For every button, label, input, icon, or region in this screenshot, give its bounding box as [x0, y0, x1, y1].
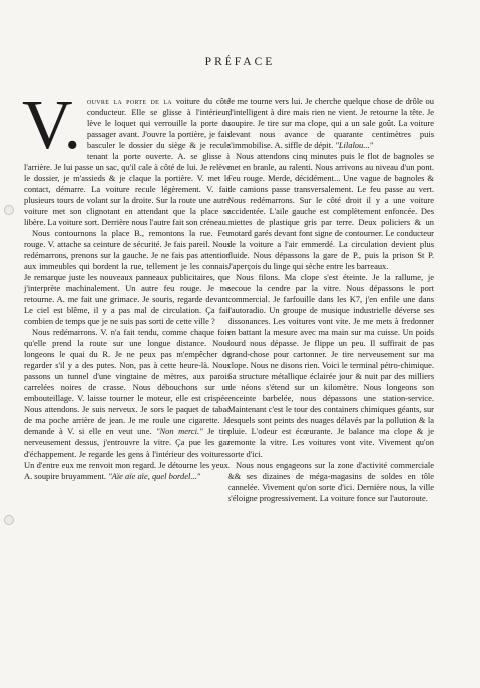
dialogue-quote: "Non merci.": [155, 426, 203, 437]
right-column: [228, 96, 434, 504]
paragraph: Nous nous engageons sur la zone d'activité commerciale && ses dizaines de méga-magasins de soldes en tôle cannelée. Vivement qu'on sorte d'ici. Dernière nous, la ville s'éloigne progressivement. La voiture fonce sur l'autoroute.: [228, 459, 434, 503]
binder-hole: [4, 515, 14, 525]
paragraph-text: Nous redémarrons. V. n'a fait tendu, comme chaque fois qu'elle prend la route sur une longue distance. Nous longeons le quai du R. Je ne peux pas m'empêcher de regarder s'il y a des putes. Non, pas à cette heure-là. Nous passons un tunnel d'une vingtaine de mètres, aux parois carrelées noires de crasse. Nous débouchons sur un embouteillage. V. laisse tourner le moteur, elle est crispée. Nous attendons. Je suis nerveux. Je sors le paquet de tabac de ma poche arrière de jean. Je me roule une cigarette. Je demande à V. si elle en veut une.: [24, 327, 230, 437]
paragraph-text: Je me tourne vers lui. Je cherche quelque chose de drôle ou d'intelligent à dire mais rien ne vient. Je retourne la tête. Je soupire. Je tire sur ma clope, qui a un sale goût. La voiture devant nous avance de quarante centimètres puis s'immobilise. A. siffle de dépit.: [228, 96, 434, 151]
dialogue-quote: "Lilalou...": [335, 140, 374, 151]
page-title: PRÉFACE: [204, 56, 276, 68]
paragraph: [228, 96, 434, 151]
paragraph-text: Je tire nerveusement dessus, j'entrouvre la vitre. Ça pue les gaz d'échappement. Je regarde les gens à l'intérieur des voitures. Un d'entre eux me renvoit mon regard. Je détourne les yeux. A. soupire bruyamment.: [24, 426, 230, 481]
left-column: [22, 87, 231, 482]
paragraph: [24, 327, 230, 481]
paragraph: Nous filons. Ma clope s'est éteinte. Je la rallume, je secoue la cendre par la vitre. Nous dépassons le port commercial. Je farfouille dans les K7, j'en enfile une dans l'autoradio. Un groupe de musique industrielle déverse ses dissonances. Les voitures vont vite. Je me mets à fredonner en battant la mesure avec ma main sur ma cuisse. Un poids lourd nous dépasse. Je flippe un peu. Il suffirait de pas grand-chose pour cartonner. Je tire nerveusement sur ma clope. Nous ne disons rien. Voici le terminal pétro-chimique. Sa structure métallique éclairée jour & nuit par des milliers de néons s'étend sur un kilomètre. Nous longeons son enceinte barbelée, nous dépassons une station-service. Maintenant c'est le tour des containers chimiques géants, sur lesquels sont peints des nuages délavés par la pollution & la pluie. L'odeur est écœurante. Je balance ma clope & je remonte la vitre. Les voitures vont vite. Vivement qu'on sorte d'ici.: [228, 272, 434, 459]
binder-hole: [4, 205, 14, 215]
drop-cap: V.: [22, 87, 82, 164]
paragraph-text: voiture du côté conducteur. Elle se glisse à l'intérieur, lève le loquet qui verrouille la porte du passager avant. J'ouvre la portière, je fais basculer le dossier du siège & je recule tenant la porte ouverte. A. se glisse à l'arrière. Je lui passe un sac, qu'il cale à côté de lui. Je relève le dossier, je m'assieds & je claque la portière. V. met le contact, démarre. La voiture recule légèrement. V. fait plusieurs tours de volant sur la droite. Sur la route une autre voiture met son clignotant en attendant que la place se libère. La voiture sort. Derrière nous l'autre fait son créneau.: [24, 96, 231, 228]
opening-small-caps: ouvre la porte de la: [87, 96, 172, 106]
paragraph: Nous attendons cinq minutes puis le flot de bagnoles se met en branle, au ralenti. Nous arrivons au niveau d'un pont. Feu rouge. Merde, décidément... Une vague de bagnoles & de camions passe transversalement. Le feu passe au vert. Nous redémarrons. Sur le côté droit il y a une voiture accidentée. L'aile gauche est complètement enfoncée. Des miettes de plastique gris par terre. Deux policiers & un motard garés devant font signe de contourner. Le conducteur de la voiture a l'air emmerdé. La circulation devient plus fluide. Nous dépassons la gare de P., puis la prison St P. J'aperçois du linge qui sèche entre les barreaux.: [228, 151, 434, 272]
dialogue-quote: "Aïe aïe aïe, quel bordel...": [108, 470, 201, 481]
paragraph: [22, 87, 231, 228]
paragraph: Nous contournons la place B., remontons la rue. Feu rouge. V. attache sa ceinture de sécurité. Je fais pareil. Nous redémarrons, prenons sur la gauche. Je ne fais pas attention aux immeubles qui bordent la rue, tellement je les connais. Je remarque juste les nouveaux panneaux publicitaires, que j'interprète machinalement. Un autre feu rouge. Je me retourne. A. me fait une grimace. Je souris, regarde devant. Le ciel est blême, il y a pas mal de circulation. Ça fait combien de temps que je ne suis pas sorti de cette ville ?: [24, 228, 230, 327]
